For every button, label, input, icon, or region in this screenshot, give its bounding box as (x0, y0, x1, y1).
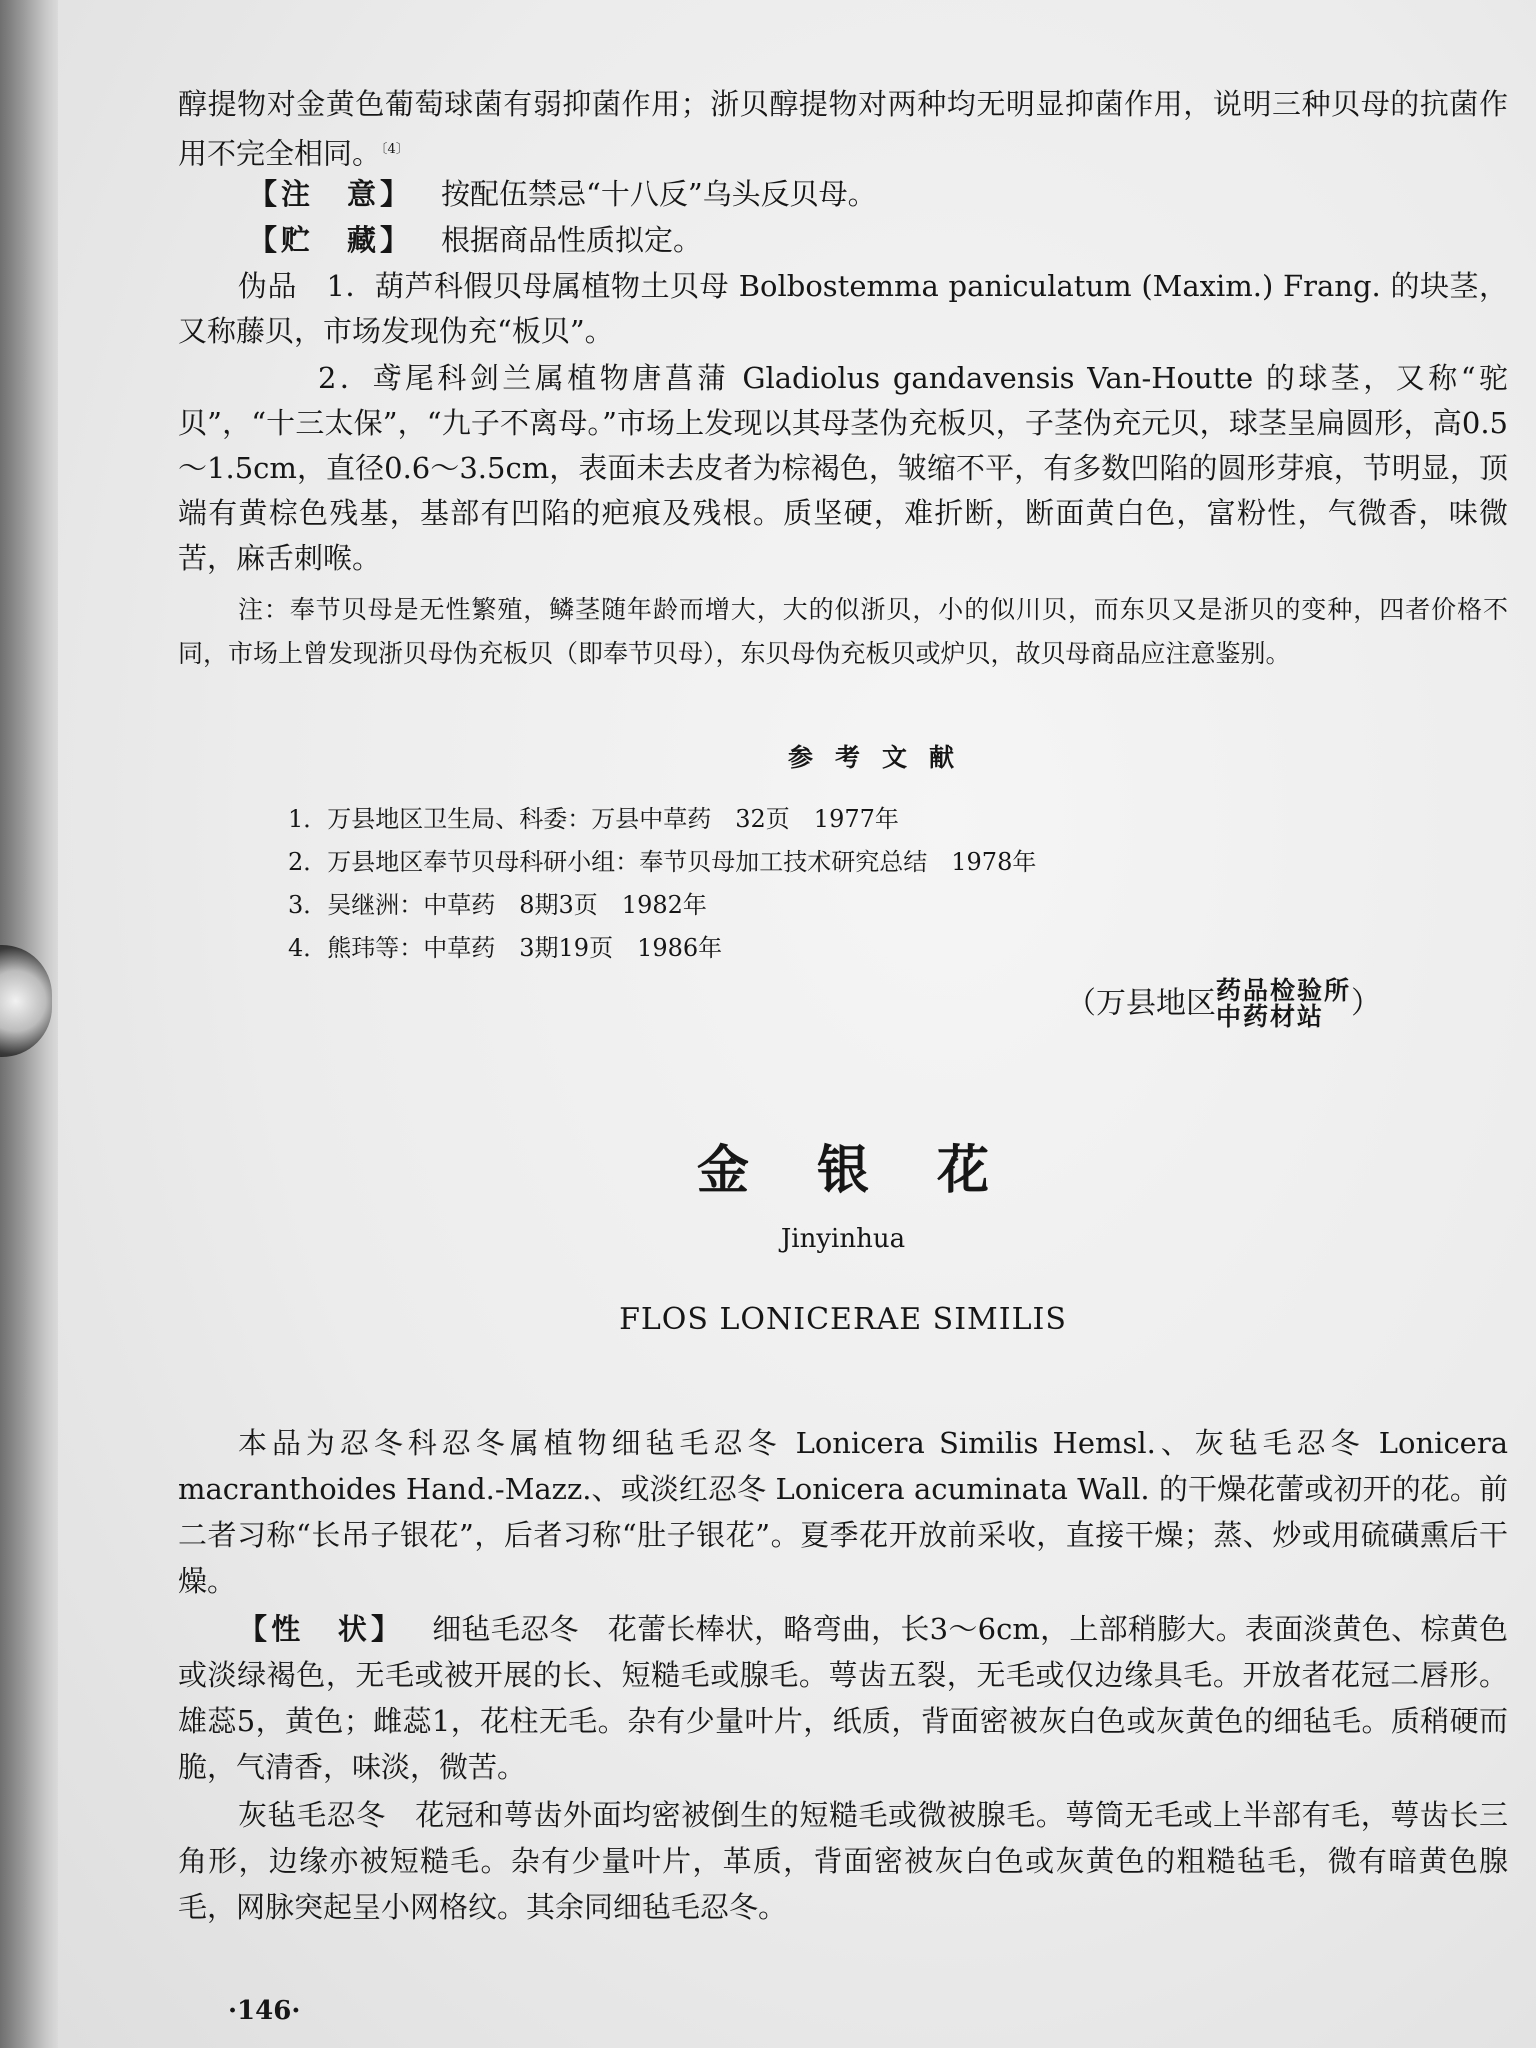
reference-item: 2．万县地区奉节贝母科研小组：奉节贝母加工技术研究总结 1978年 (288, 848, 1037, 876)
caution-paragraph (178, 172, 1508, 217)
entry-latin-name: FLOS LONICERAE SIMILIS (619, 1302, 1067, 1337)
book-page (58, 0, 1536, 2048)
citation-superscript: 〔4〕 (381, 142, 409, 157)
affiliation-unit-2: 中药材站 (1216, 1002, 1325, 1031)
reference-item: 4．熊玮等：中草药 3期19页 1986年 (288, 934, 723, 962)
note-paragraph: 注：奉节贝母是无性繁殖，鳞茎随年龄而增大，大的似浙贝，小的似川贝，而东贝又是浙贝的变种，四者价格不同，市场上曾发现浙贝母伪充板贝（即奉节贝母），东贝母伪充板贝或炉贝，故贝母商品应注意鉴别。 (178, 595, 1508, 668)
reference-item: 1．万县地区卫生局、科委：万县中草药 32页 1977年 (288, 805, 899, 833)
references-heading: 参考文献 (788, 743, 977, 772)
storage-text: 根据商品性质拟定。 (441, 223, 703, 257)
characteristics-paragraph (178, 1606, 1508, 1790)
gray-felt-paragraph: 灰毡毛忍冬 花冠和萼齿外面均密被倒生的短糙毛或微被腺毛。萼筒无毛或上半部有毛，萼齿长三角形，边缘亦被短糙毛。杂有少量叶片，革质，背面密被灰白色或灰黄色的粗糙毡毛，微有暗黄色腺毛，网脉突起呈小网格纹。其余同细毡毛忍冬。 (178, 1798, 1508, 1924)
affiliation (1066, 978, 1381, 1030)
references-list (288, 798, 1036, 970)
affiliation-suffix: ） (1351, 986, 1382, 1021)
affiliation-prefix: （万县地区 (1066, 986, 1216, 1021)
continued-paragraph (178, 82, 1508, 177)
entry-intro: 本品为忍冬科忍冬属植物细毡毛忍冬 Lonicera Similis Hemsl.、灰毡毛忍冬 Lonicera macranthoides Hand.-Mazz.、或淡红忍冬 Lonicera acuminata Wall. 的干燥花蕾或初开的花。前二者习称“长吊子银花”，后者习称“肚子银花”。夏季花开放前采收，直接干燥；蒸、炒或用硫磺熏后干燥。 (178, 1426, 1508, 1598)
characteristics-label: 【性 状】 (238, 1612, 405, 1646)
fake-item-1: 伪品 1．葫芦科假贝母属植物土贝母 Bolbostemma paniculatum (Maxim.) Frang. 的块茎，又称藤贝，市场发现伪充“板贝”。 (178, 269, 1508, 348)
affiliation-unit-1: 药品检验所 (1216, 976, 1352, 1005)
fake-item-2: 2．鸢尾科剑兰属植物唐菖蒲 Gladiolus gandavensis Van-Houtte 的球茎，又称“驼贝”，“十三太保”，“九子不离母。”市场上发现以其母茎伪充板贝，子茎伪充元贝，球茎呈扁圆形，高0.5～1.5cm，直径0.6～3.5cm，表面未去皮者为棕褐色，皱缩不平，有多数凹陷的圆形芽痕，节明显，顶端有黄棕色残基，基部有凹陷的疤痕及残根。质坚硬，难折断，断面黄白色，富粉性，气微香，味微苦，麻舌刺喉。 (178, 361, 1508, 575)
entry-title: 金银花 (696, 1140, 1057, 1201)
caution-label: 【注 意】 (248, 177, 414, 211)
page-number: ·146· (228, 1996, 301, 2026)
characteristics-text: 细毡毛忍冬 花蕾长棒状，略弯曲，长3～6cm，上部稍膨大。表面淡黄色、棕黄色或淡绿褐色，无毛或被开展的长、短糙毛或腺毛。萼齿五裂，无毛或仅边缘具毛。开放者花冠二唇形。雄蕊5，黄色；雌蕊1，花柱无毛。杂有少量叶片，纸质，背面密被灰白色或灰黄色的细毡毛。质稍硬而脆，气清香，味淡，微苦。 (178, 1612, 1508, 1784)
entry-pinyin: Jinyinhua (780, 1224, 906, 1254)
storage-paragraph (178, 218, 1508, 263)
reference-item: 3．吴继洲：中草药 8期3页 1982年 (288, 891, 707, 919)
storage-label: 【贮 藏】 (248, 223, 414, 257)
continued-text: 醇提物对金黄色葡萄球菌有弱抑菌作用；浙贝醇提物对两种均无明显抑菌作用，说明三种贝母的抗菌作用不完全相同。 (178, 87, 1508, 171)
affiliation-units (1216, 978, 1351, 1030)
caution-text: 按配伍禁忌“十八反”乌头反贝母。 (441, 177, 877, 211)
